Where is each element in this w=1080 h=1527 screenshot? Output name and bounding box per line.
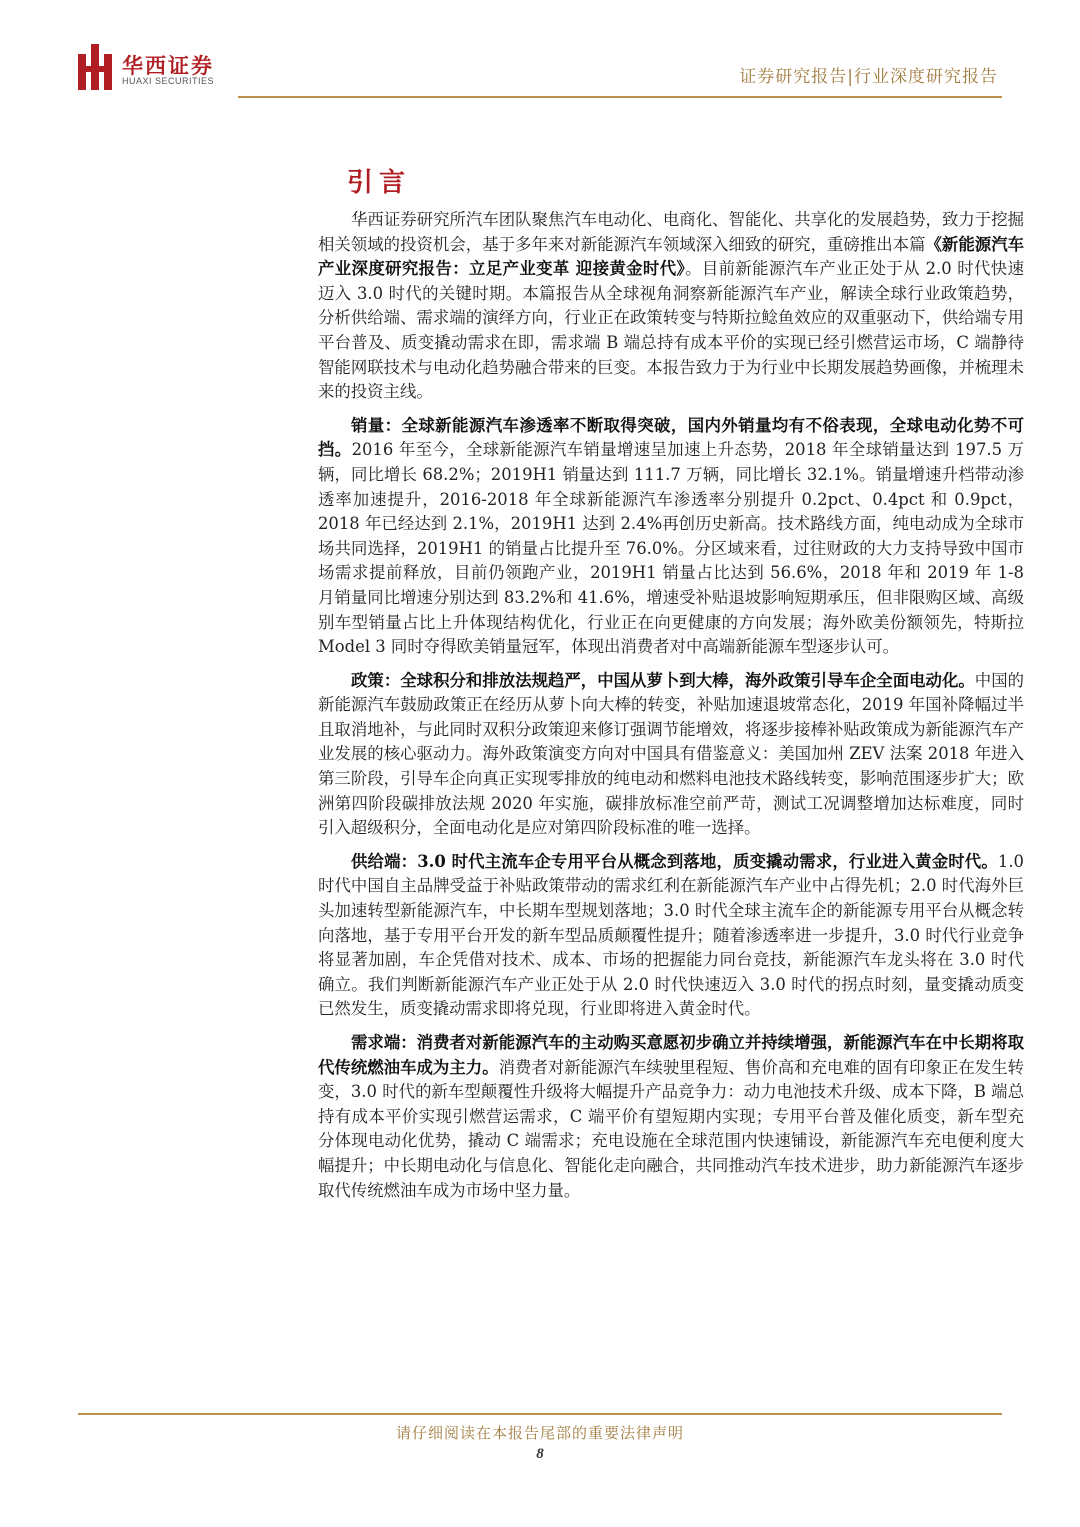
footer-divider [78, 1413, 1002, 1415]
section-title: 引言 [347, 168, 412, 198]
legal-disclaimer: 请仔细阅读在本报告尾部的重要法律声明 [395, 1424, 684, 1442]
header-divider [238, 96, 1002, 98]
huaxi-logo-icon [78, 44, 112, 90]
paragraph-text: 中国的新能源汽车鼓励政策正在经历从萝卜向大棒的转变，补贴加速退坡常态化，2019 年国补降幅过半且取消地补，与此同时双积分政策迎来修订强调节能增效，将逐步接棒补贴政策成为新能源汽车产业发展的核心驱动力。海外政策演变方向对中国具有借鉴意义：美国加州 ZEV 法案 2018 年进入第三阶段，引导车企向真正实现零排放的纯电动和燃料电池技术路线转变，影响范围逐步扩大；欧洲第四阶段碳排放法规 2020 年实施，碳排放标准空前严苛，测试工况调整增加达标难度，同时引入超级积分，全面电动化是应对第四阶段标准的唯一选择。 [318, 670, 1025, 838]
paragraph-text: 消费者对新能源汽车续驶里程短、售价高和充电难的固有印象正在发生转变，3.0 时代的新车型颠覆性升级将大幅提升产品竞争力：动力电池技术升级、成本下降，B 端总持有成本平价实现引燃营运需求，C 端平价有望短期内实现；专用平台普及催化质变，新车型充分体现电动化优势，撬动 C 端需求；充电设施在全球范围内快速铺设，新能源汽车充电便利度大幅提升；中长期电动化与信息化、智能化走向融合，共同推动汽车技术进步，助力新能源汽车逐步取代传统燃油车成为市场中坚力量。 [318, 1057, 1025, 1200]
logo-text-cn: 华西证券 [122, 54, 214, 78]
paragraph-supply [318, 850, 1024, 1022]
paragraph-text: 华西证券研究所汽车团队聚焦汽车电动化、电商化、智能化、共享化的发展趋势，致力于挖掘相关领域的投资机会，基于多年来对新能源汽车领域深入细致的研究，重磅推出本篇 [318, 210, 1024, 254]
paragraph-text: 1.0 时代中国自主品牌受益于补贴政策带动的需求红利在新能源汽车产业中占得先机；2.0 时代海外巨头加速转型新能源汽车，中长期车型规划落地；3.0 时代全球主流车企的新能源专用平台从概念转向落地，基于专用平台开发的新车型品质颠覆性提升；随着渗透率进一步提升，3.0 时代行业竞争将显著加剧，车企凭借对技术、成本、市场的把握能力同台竞技，新能源汽车龙头将在 3.0 时代确立。我们判断新能源汽车产业正处于从 2.0 时代快速迈入 3.0 时代的拐点时刻，量变撬动质变已然发生，质变撬动需求即将兑现，行业即将进入黄金时代。 [318, 851, 1024, 1019]
paragraph-intro [318, 208, 1024, 405]
paragraph-lead: 政策：全球积分和排放法规趋严，中国从萝卜到大棒，海外政策引导车企全面电动化。 [351, 670, 975, 690]
body-content [318, 208, 1024, 1212]
paragraph-lead: 销量：全球新能源汽车渗透率不断取得突破，国内外销量均有不俗表现，全球电动化势不可挡。 [318, 415, 1024, 460]
paragraph-policy [318, 669, 1024, 841]
paragraph-text-rest: 。目前新能源汽车产业正处于从 2.0 时代快速迈入 3.0 时代的关键时期。本篇报告从全球视角洞察新能源汽车产业，解读全球行业政策趋势，分析供给端、需求端的演绎方向，行业正在政策转变与特斯拉鲶鱼效应的双重驱动下，供给端专用平台普及、质变撬动需求在即，需求端 B 端总持有成本平价的实现已经引燃营运市场，C 端静待智能网联技术与电动化趋势融合带来的巨变。本报告致力于为行业中长期发展趋势画像，并梳理未来的投资主线。 [318, 259, 1024, 402]
report-title-bold: 《新能源汽车产业深度研究报告：立足产业变革 迎接黄金时代》 [318, 234, 1025, 279]
logo-text-en: HUAXI SECURITIES [122, 76, 215, 86]
paragraph-lead: 供给端：3.0 时代主流车企专用平台从概念到落地，质变撬动需求，行业进入黄金时代。 [351, 851, 998, 871]
report-type-label: 证券研究报告|行业深度研究报告 [739, 67, 998, 87]
paragraph-text: 2016 年至今，全球新能源汽车销量增速呈加速上升态势，2018 年全球销量达到 197.5 万辆，同比增长 68.2%；2019H1 销量达到 111.7 万辆，同比增长 32.1%。销量增速升档带动渗透率加速提升，2016-2018 年全球新能源汽车渗透率分别提升 0.2pct、0.4pct 和 0.9pct，2018 年已经达到 2.1%，2019H1 达到 2.4%再创历史新高。技术路线方面，纯电动成为全球市场共同选择，2019H1 的销量占比提升至 76.0%。分区域来看，过往财政的大力支持导致中国市场需求提前释放，目前仍领跑产业，2019H1 销量占比达到 56.6%，2018 年和 2019 年 1-8 月销量同比增速分别达到 83.2%和 41.6%，增速受补贴退坡影响短期承压，但非限购区域、高级别车型销量占比上升体现结构优化，行业正在向更健康的方向发展；海外欧美份额领先，特斯拉 Model 3 同时夺得欧美销量冠军，体现出消费者对中高端新能源车型逐步认可。 [318, 440, 1025, 657]
paragraph-lead: 需求端：消费者对新能源汽车的主动购买意愿初步确立并持续增强，新能源汽车在中长期将取代传统燃油车成为主力。 [318, 1033, 1024, 1077]
paragraph-demand [318, 1031, 1024, 1203]
page-header [0, 0, 1080, 104]
paragraph-sales [318, 414, 1024, 660]
page-number: 8 [536, 1446, 544, 1462]
